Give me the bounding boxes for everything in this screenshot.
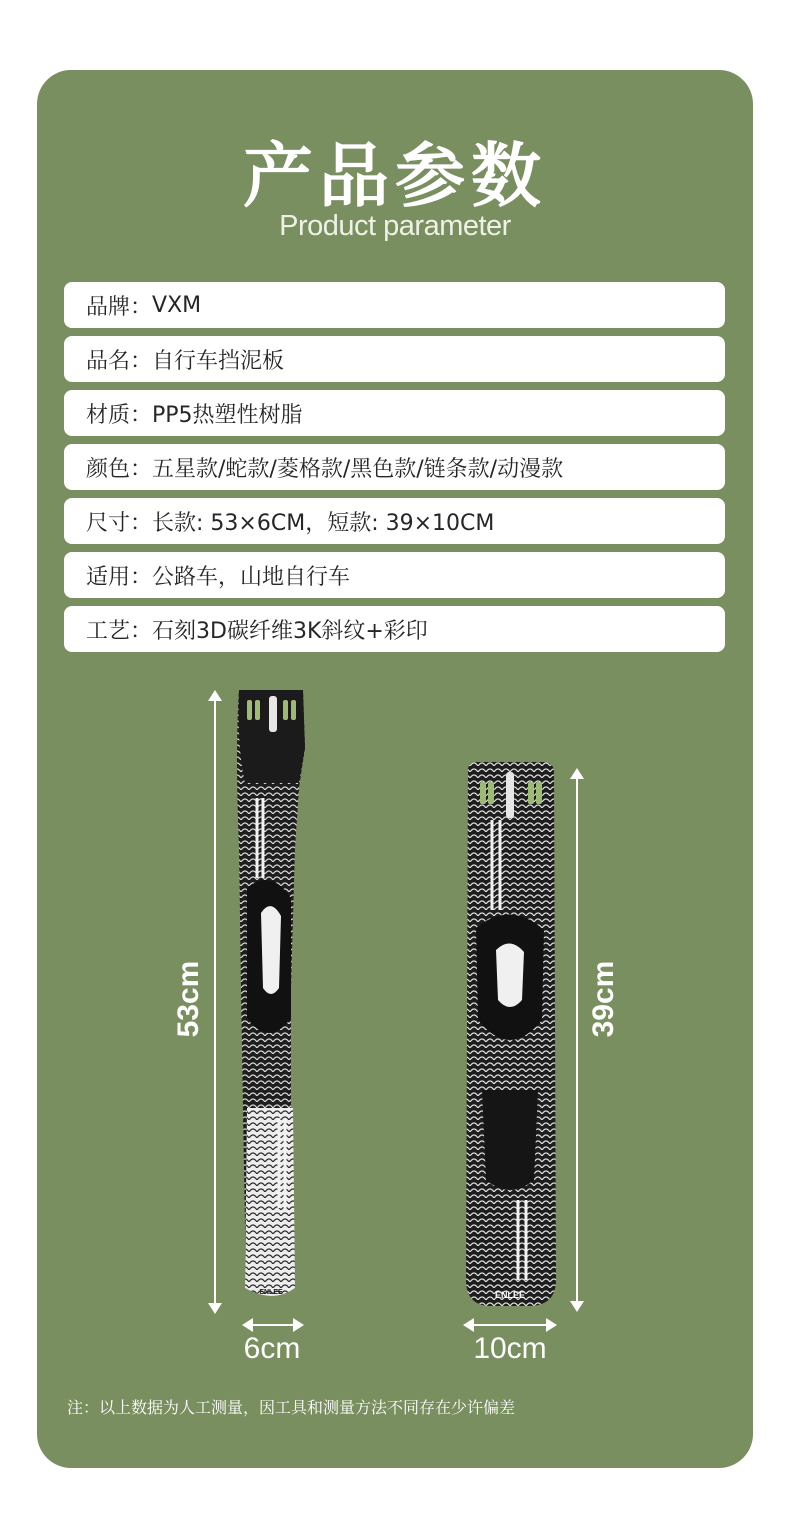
param-row-name <box>64 336 725 382</box>
param-value: 公路车，山地自行车 <box>152 564 351 590</box>
short-height-label: 39cm <box>587 960 620 1038</box>
short-fender-brand: ENLEE <box>494 1290 526 1300</box>
short-width-arrow <box>465 1324 555 1326</box>
param-row-size <box>64 498 725 544</box>
measurement-note: 注：以上数据为人工测量，因工具和测量方法不同存在少许偏差 <box>67 1398 516 1417</box>
param-value: 自行车挡泥板 <box>152 348 285 374</box>
param-row-craft <box>64 606 725 652</box>
param-value: PP5热塑性树脂 <box>152 402 303 428</box>
param-key: 工艺： <box>86 618 153 644</box>
long-height-label: 53cm <box>172 960 205 1038</box>
param-list <box>64 282 725 660</box>
long-fender-image <box>233 688 313 1308</box>
long-height-arrow <box>214 692 216 1312</box>
page-title: 产品参数 <box>243 135 547 217</box>
parameter-card <box>37 70 753 1468</box>
long-width-label: 6cm <box>243 1332 301 1365</box>
param-key: 适用： <box>86 564 153 590</box>
short-height-arrow <box>576 770 578 1310</box>
long-width-arrow <box>244 1324 302 1326</box>
param-value: VXM <box>152 292 202 318</box>
long-fender-brand: ENLEE <box>259 1289 283 1296</box>
param-row-brand <box>64 282 725 328</box>
page-subtitle: Product parameter <box>279 210 511 242</box>
param-key: 品名： <box>86 348 153 374</box>
param-row-color <box>64 444 725 490</box>
param-key: 颜色： <box>86 456 153 482</box>
param-key: 材质： <box>86 402 153 428</box>
short-width-label: 10cm <box>473 1332 547 1365</box>
param-key: 尺寸： <box>86 510 153 536</box>
param-row-material <box>64 390 725 436</box>
param-key: 品牌： <box>86 294 153 320</box>
param-row-usage <box>64 552 725 598</box>
short-fender-image <box>462 760 558 1308</box>
param-value: 石刻3D碳纤维3K斜纹+彩印 <box>152 618 428 644</box>
param-value: 五星款/蛇款/菱格款/黑色款/链条款/动漫款 <box>152 456 564 482</box>
param-value: 长款: 53×6CM，短款: 39×10CM <box>152 510 495 536</box>
